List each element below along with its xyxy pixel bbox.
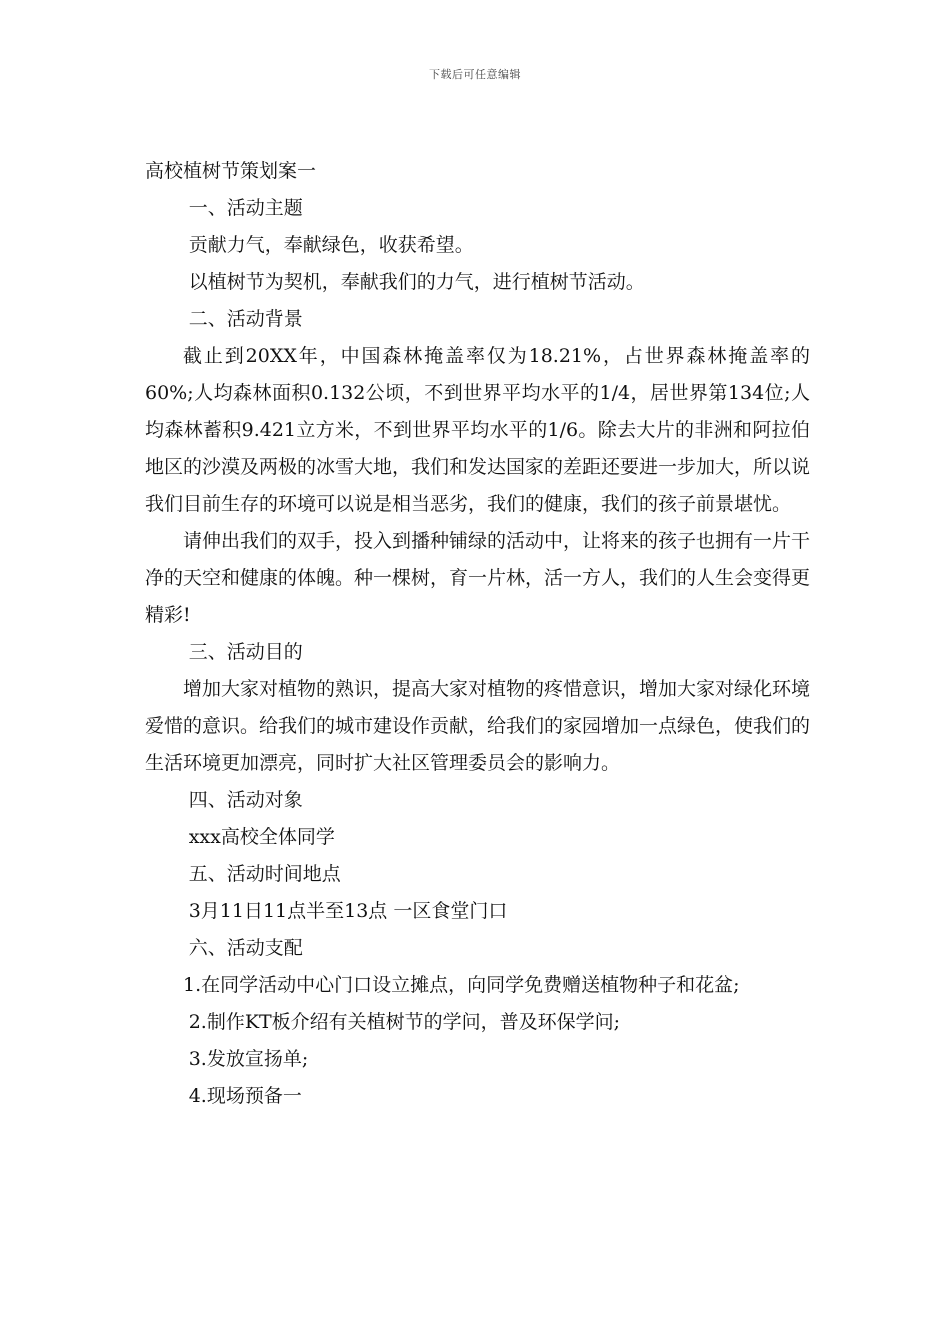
section-heading-arrangement: 六、活动支配 [188, 937, 303, 959]
time-place-text: 3月11日11点半至13点 一区食堂门口 [188, 900, 508, 922]
background-paragraph-1: 截止到20XX年，中国森林掩盖率仅为18.21%，占世界森林掩盖率的60%;人均森林面积0.132公顷，不到世界平均水平的1/4，居世界第134位;人均森林蓄积9.421立方米，不到世界平均水平的1/6。除去大片的非洲和阿拉伯地区的沙漠及两极的冰雪大地，我们和发达国家的差距还要进一步加大，所以说我们目前生存的环境可以说是相当恶劣，我们的健康，我们的孩子前景堪忧。 [145, 345, 811, 515]
section-heading-purpose: 三、活动目的 [188, 641, 303, 663]
page-header-note: 下载后可任意编辑 [429, 68, 521, 81]
audience-text: xxx高校全体同学 [188, 826, 335, 848]
section-heading-audience: 四、活动对象 [188, 789, 303, 811]
section-heading-theme: 一、活动主题 [188, 197, 303, 219]
arrangement-item-4: 4.现场预备一 [188, 1085, 302, 1107]
theme-description: 以植树节为契机，奉献我们的力气，进行植树节活动。 [188, 271, 645, 293]
section-heading-time-place: 五、活动时间地点 [188, 863, 341, 885]
arrangement-item-1: 1.在同学活动中心门口设立摊点，向同学免费赠送植物种子和花盆; [183, 974, 740, 996]
section-heading-background: 二、活动背景 [188, 308, 303, 330]
arrangement-item-3: 3.发放宣扬单; [188, 1048, 309, 1070]
document-title: 高校植树节策划案一 [145, 160, 317, 182]
background-paragraph-2: 请伸出我们的双手，投入到播种铺绿的活动中，让将来的孩子也拥有一片干净的天空和健康的体魄。种一棵树，育一片林，活一方人，我们的人生会变得更精彩! [145, 530, 811, 626]
purpose-paragraph: 增加大家对植物的熟识，提高大家对植物的疼惜意识，增加大家对绿化环境爱惜的意识。给我们的城市建设作贡献，给我们的家园增加一点绿色，使我们的生活环境更加漂亮，同时扩大社区管理委员会的影响力。 [145, 678, 811, 774]
document-body [145, 153, 810, 1115]
theme-slogan: 贡献力气，奉献绿色，收获希望。 [188, 234, 474, 256]
arrangement-item-2: 2.制作KT板介绍有关植树节的学问，普及环保学问; [188, 1011, 621, 1033]
